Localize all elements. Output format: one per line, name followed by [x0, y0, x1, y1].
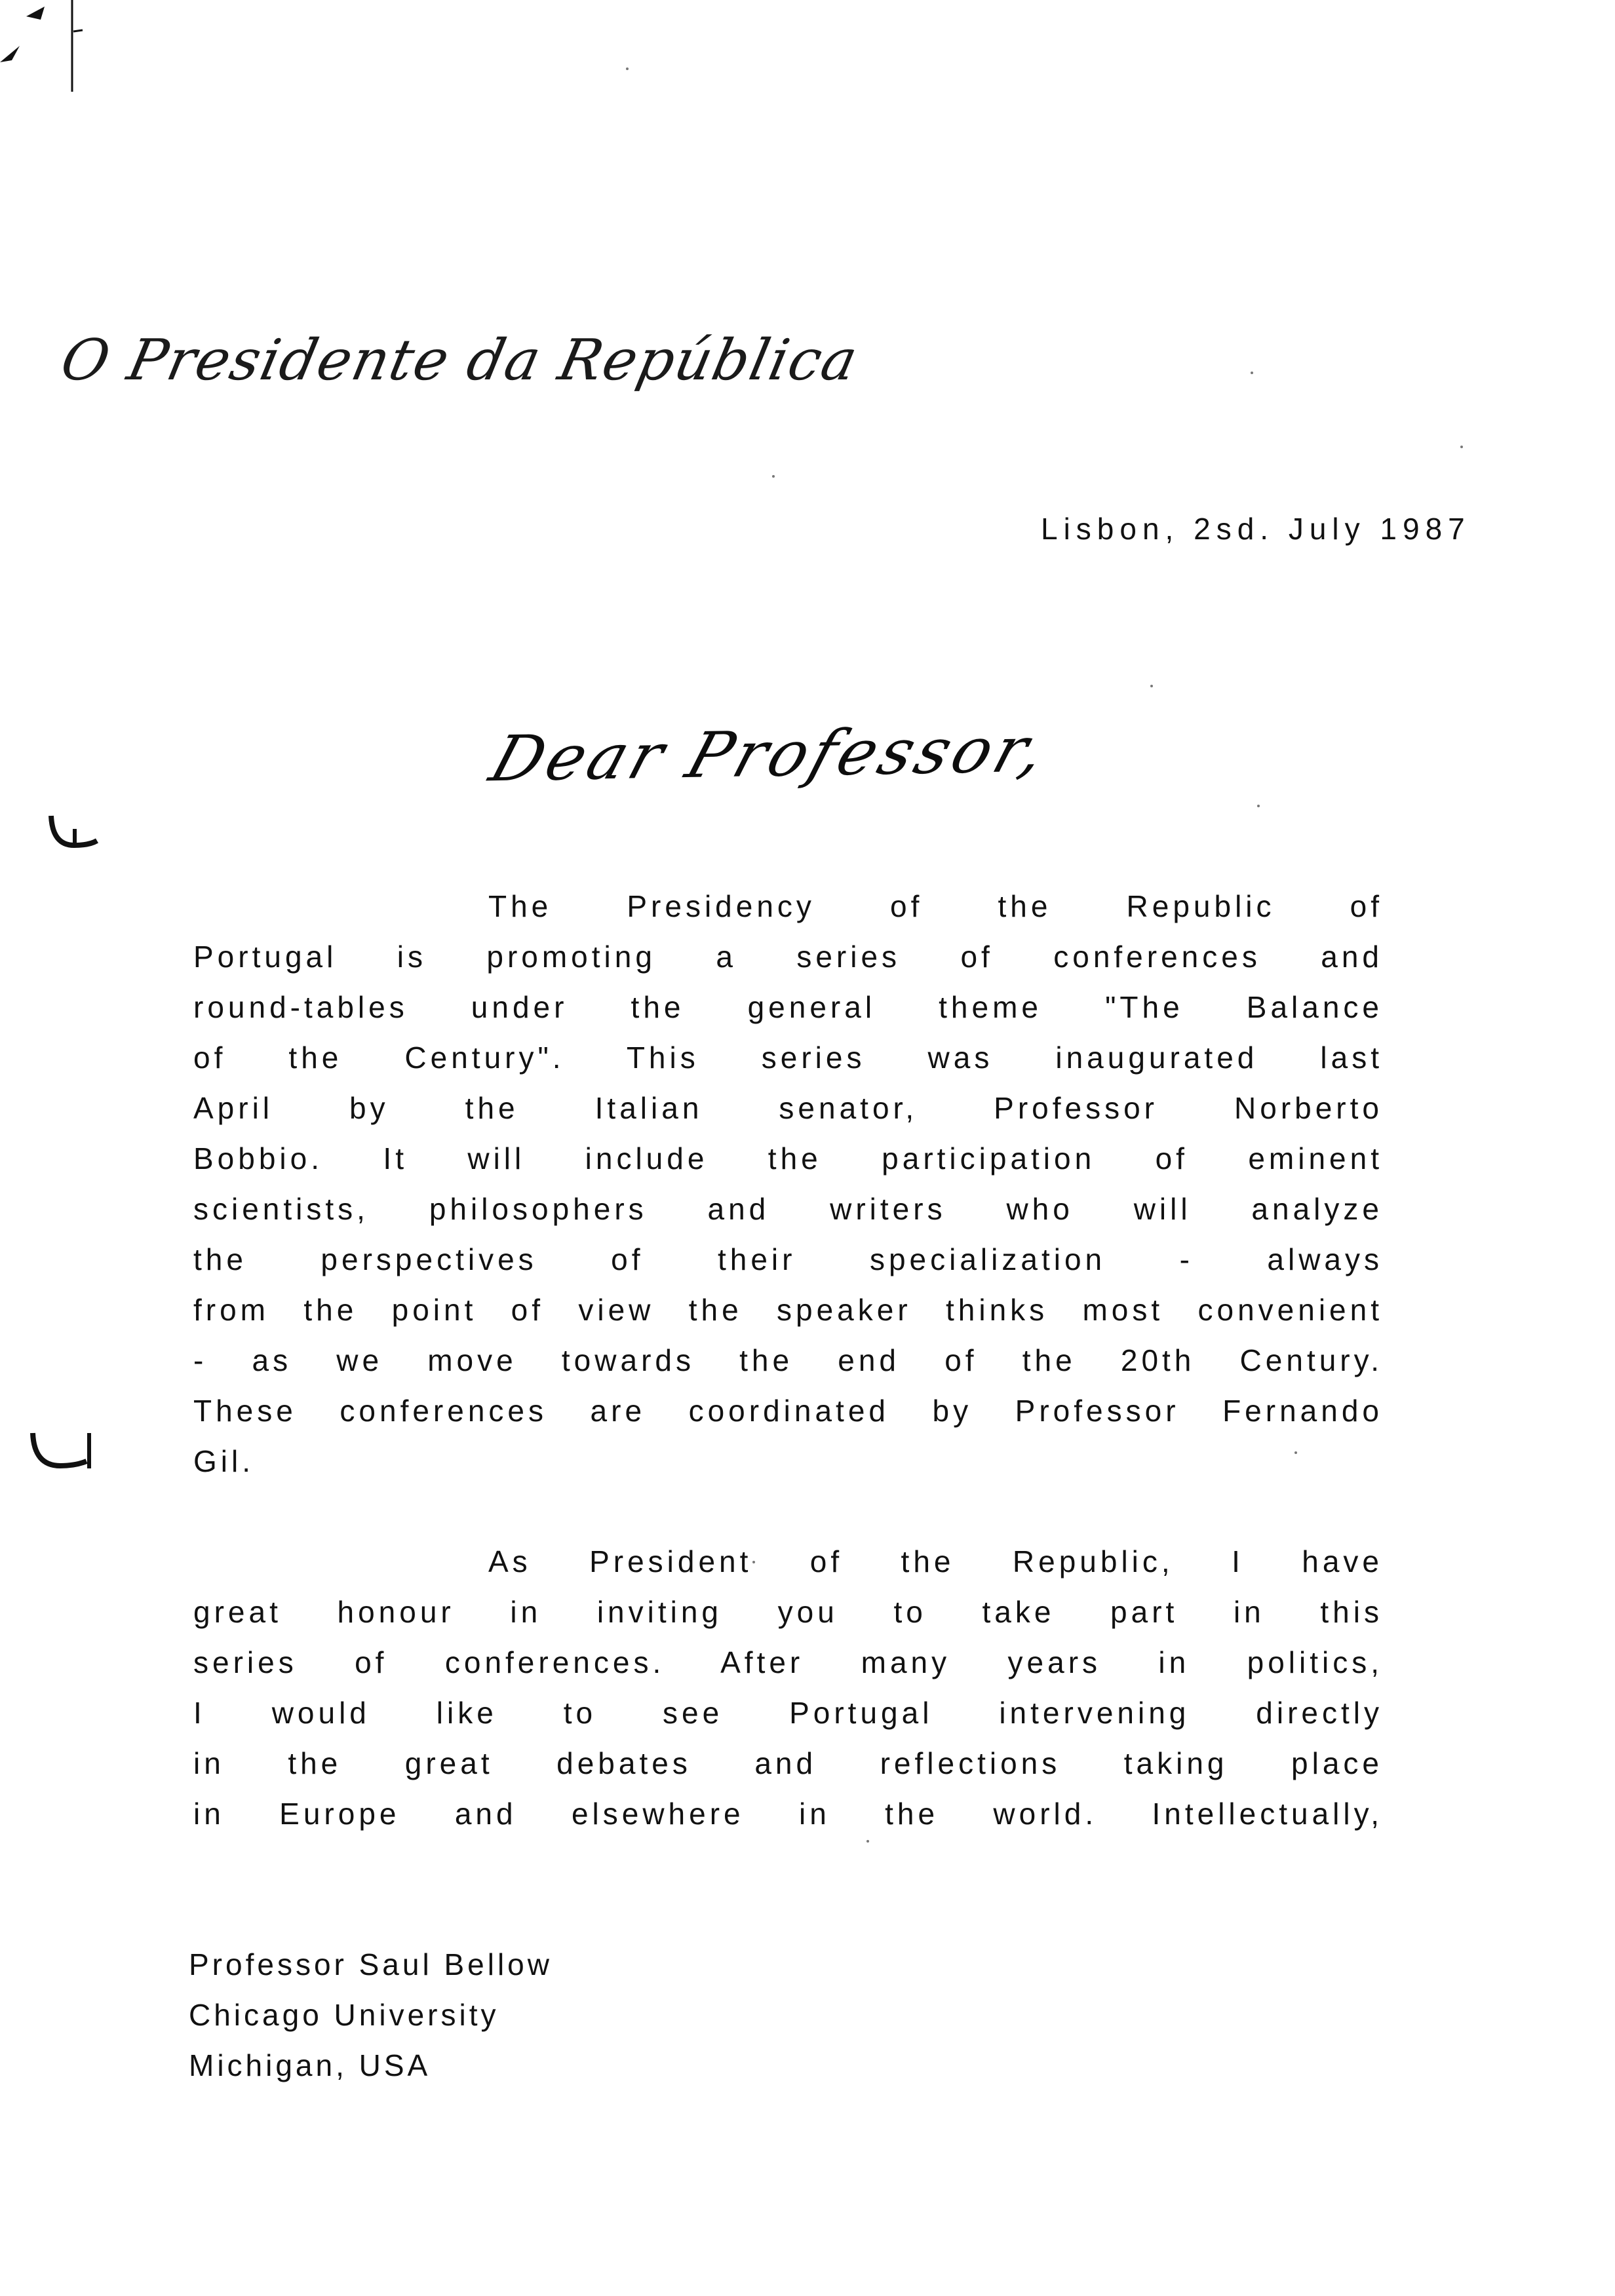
letterhead-title: O Presidente da República [55, 328, 865, 393]
paragraph-line: I would like to see Portugal intervening directly [193, 1696, 1383, 1730]
paragraph-line: Portugal is promoting a series of conferences and [193, 940, 1383, 974]
paragraph-line: As President of the Republic, I have [488, 1544, 1383, 1578]
paragraph-line: the perspectives of their specialization - always [193, 1242, 1383, 1276]
scan-speck [866, 1840, 869, 1843]
paragraph-line: round-tables under the general theme "The Balance [193, 990, 1383, 1024]
paragraph-line: in Europe and elsewhere in the world. Intellectually, [193, 1797, 1383, 1831]
letter-date: Lisbon, 2sd. July 1987 [1041, 512, 1471, 546]
margin-hook-mark [45, 809, 104, 855]
paragraph-line: scientists, philosophers and writers who will analyze [193, 1192, 1383, 1226]
corner-pen-mark [0, 0, 92, 98]
addressee-location: Michigan, USA [189, 2048, 431, 2082]
addressee-institution: Chicago University [189, 1998, 499, 2032]
paragraph-line: Gil. [193, 1444, 254, 1478]
scan-speck [1257, 805, 1260, 807]
paragraph-line: in the great debates and reflections taking place [193, 1746, 1383, 1780]
scan-speck [772, 475, 775, 478]
paragraph-line: - as we move towards the end of the 20th Century. [193, 1343, 1383, 1377]
scan-speck [626, 67, 629, 70]
scan-speck [1251, 372, 1253, 374]
addressee-block [189, 1940, 553, 2091]
handwritten-salutation: Dear Professor, [482, 712, 1059, 796]
paragraph-line: The Presidency of the Republic of [488, 889, 1383, 923]
paragraph-2 [193, 1537, 1383, 1839]
paragraph-line: These conferences are coordinated by Professor Fernando [193, 1394, 1383, 1428]
paragraph-line: April by the Italian senator, Professor Norberto [193, 1091, 1383, 1125]
paragraph-line: series of conferences. After many years in politics, [193, 1645, 1383, 1679]
paragraph-line: Bobbio. It will include the participation of eminent [193, 1141, 1383, 1176]
addressee-name: Professor Saul Bellow [189, 1947, 553, 1981]
paragraph-1 [193, 881, 1383, 1487]
paragraph-line: great honour in inviting you to take part in this [193, 1595, 1383, 1629]
scan-speck [1460, 446, 1463, 448]
paragraph-line: from the point of view the speaker thinks most convenient [193, 1293, 1383, 1327]
margin-hook-mark [26, 1425, 92, 1478]
scan-speck [1150, 685, 1153, 687]
paragraph-line: of the Century". This series was inaugurated last [193, 1041, 1383, 1075]
